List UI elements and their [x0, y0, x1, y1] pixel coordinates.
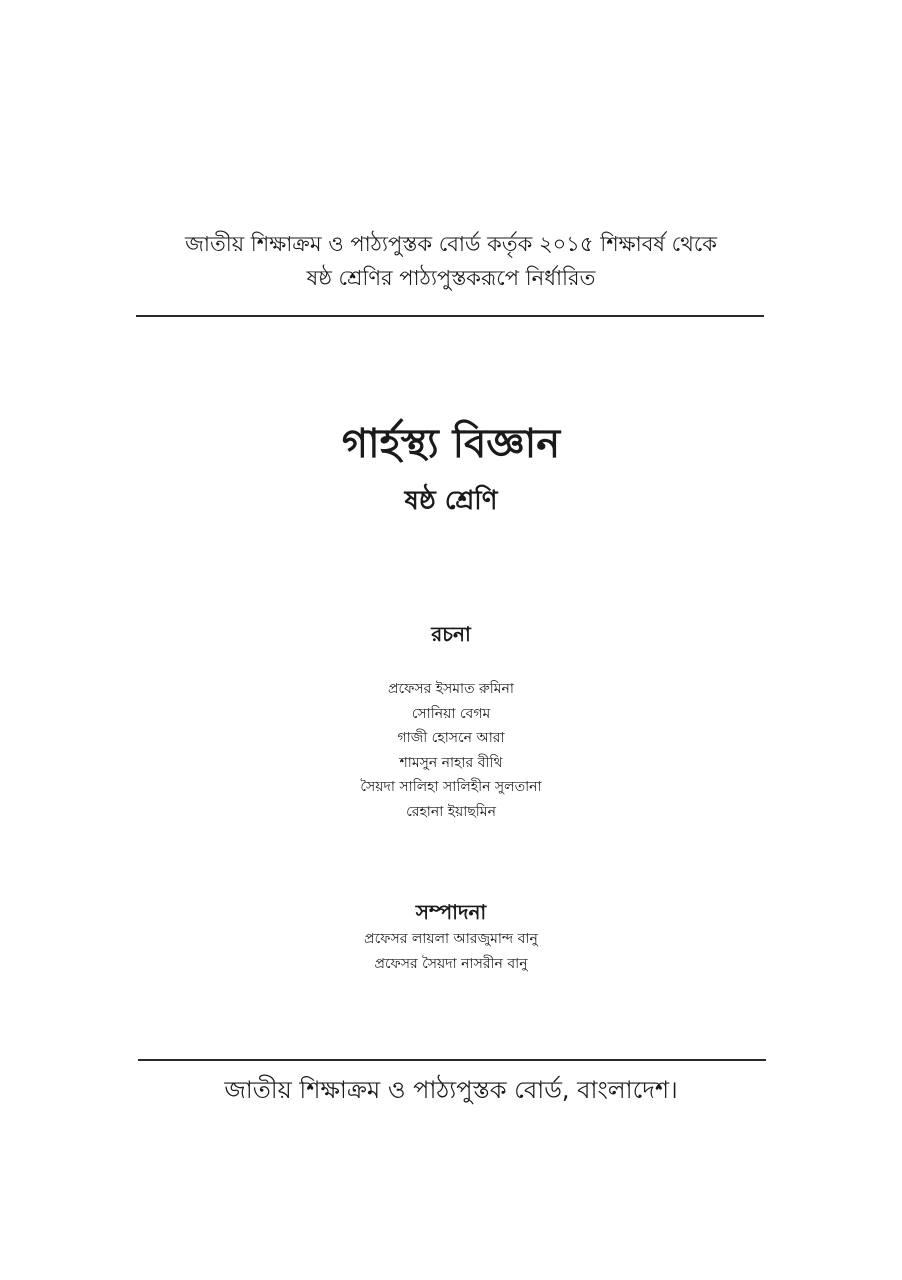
- author-name: প্রফেসর ইসমাত রুমিনা: [388, 681, 514, 697]
- prescription-line-1: জাতীয় শিক্ষাক্রম ও পাঠ্যপুস্তক বোর্ড কর্তৃক ২০১৫ শিক্ষাবর্ষ থেকে: [185, 232, 717, 256]
- author-name: গাজী হোসনে আরা: [397, 730, 505, 746]
- author-list: [0, 677, 902, 824]
- editor-list: [0, 927, 902, 977]
- book-title: গার্হস্থ্য বিজ্ঞান: [341, 421, 561, 467]
- author-name: রেহানা ইয়াছমিন: [406, 803, 496, 820]
- editing-heading: সম্পাদনা: [415, 900, 487, 924]
- author-name: সৈয়দা সালিহা সালিহীন সুলতানা: [360, 779, 542, 795]
- author-name: সোনিয়া বেগম: [411, 705, 491, 722]
- editor-name: প্রফেসর সৈয়দা নাসরীন বানু: [374, 956, 528, 972]
- prescription-line-2: ষষ্ঠ শ্রেণির পাঠ্যপুস্তকরূপে নির্ধারিত: [306, 266, 596, 290]
- publisher-name: জাতীয় শিক্ষাক্রম ও পাঠ্যপুস্তক বোর্ড, বাংলাদেশ।: [224, 1076, 678, 1104]
- top-divider: [136, 315, 764, 317]
- bottom-divider: [138, 1059, 766, 1061]
- editor-name: প্রফেসর লায়লা আরজুমান্দ বানু: [364, 931, 538, 947]
- author-name: শামসুন নাহার বীথি: [399, 754, 503, 771]
- class-name: ষষ্ঠ শ্রেণি: [404, 486, 498, 516]
- writing-heading: রচনা: [431, 622, 471, 646]
